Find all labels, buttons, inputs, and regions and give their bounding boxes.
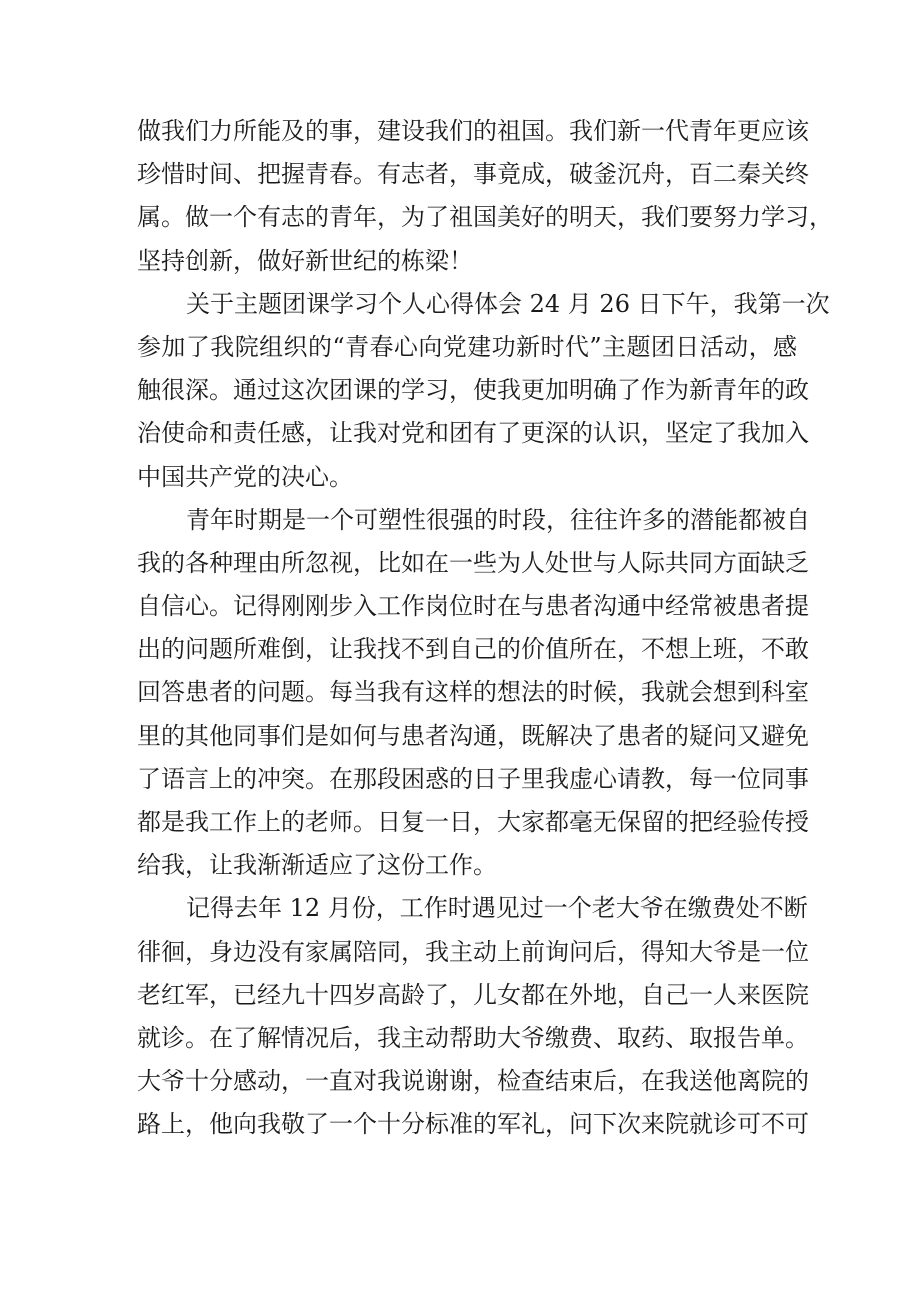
text-line: 路上，他向我敬了一个十分标准的军礼，问下次来院就诊可不可 [137, 1110, 809, 1139]
paragraph-1 [137, 110, 833, 283]
text-line: 给我，让我渐渐适应了这份工作。 [137, 851, 497, 880]
paragraph-4 [137, 887, 809, 1146]
text-line: 触很深。通过这次团课的学习，使我更加明确了作为新青年的政 [137, 376, 809, 405]
paragraph-2 [137, 283, 830, 499]
text-line: 记得去年 12 月份，工作时遇见过一个老大爷在缴费处不断 [186, 894, 808, 923]
text-line: 中国共产党的决心。 [137, 462, 353, 491]
text-line: 治使命和责任感，让我对党和团有了更深的认识，坚定了我加入 [137, 419, 809, 448]
text-line: 参加了我院组织的“青春心向党建功新时代”主题团日活动，感 [137, 332, 797, 361]
text-line: 徘徊，身边没有家属陪同，我主动上前询问后，得知大爷是一位 [137, 937, 809, 966]
text-line: 里的其他同事们是如何与患者沟通，既解决了患者的疑问又避免 [137, 721, 809, 750]
text-line: 坚持创新，做好新世纪的栋梁！ [137, 246, 473, 275]
text-line: 青年时期是一个可塑性很强的时段，往往许多的潜能都被自 [186, 505, 810, 534]
text-line: 大爷十分感动，一直对我说谢谢，检查结束后，在我送他离院的 [137, 1067, 809, 1096]
document-body [137, 110, 833, 1147]
text-line: 珍惜时间、把握青春。有志者，事竟成，破釜沉舟，百二秦关终 [137, 160, 809, 189]
text-line: 自信心。记得刚刚步入工作岗位时在与患者沟通中经常被患者提 [137, 592, 809, 621]
text-line: 属。做一个有志的青年，为了祖国美好的明天，我们要努力学习， [137, 203, 833, 232]
text-line: 做我们力所能及的事，建设我们的祖国。我们新一代青年更应该 [137, 117, 809, 145]
text-line: 都是我工作上的老师。日复一日，大家都毫无保留的把经验传授 [137, 808, 809, 836]
text-line: 就诊。在了解情况后，我主动帮助大爷缴费、取药、取报告单。 [137, 1023, 809, 1052]
text-line: 出的问题所难倒，让我找不到自己的价值所在，不想上班，不敢 [137, 635, 809, 664]
text-line: 了语言上的冲突。在那段困惑的日子里我虚心请教，每一位同事 [137, 764, 809, 793]
paragraph-3 [137, 499, 810, 888]
text-line: 我的各种理由所忽视，比如在一些为人处世与人际共同方面缺乏 [137, 548, 809, 577]
text-line: 老红军，已经九十四岁高龄了，儿女都在外地，自己一人来医院 [137, 980, 809, 1009]
text-line: 关于主题团课学习个人心得体会 24 月 26 日下午，我第一次 [186, 289, 830, 318]
text-line: 回答患者的问题。每当我有这样的想法的时候，我就会想到科室 [137, 678, 809, 707]
